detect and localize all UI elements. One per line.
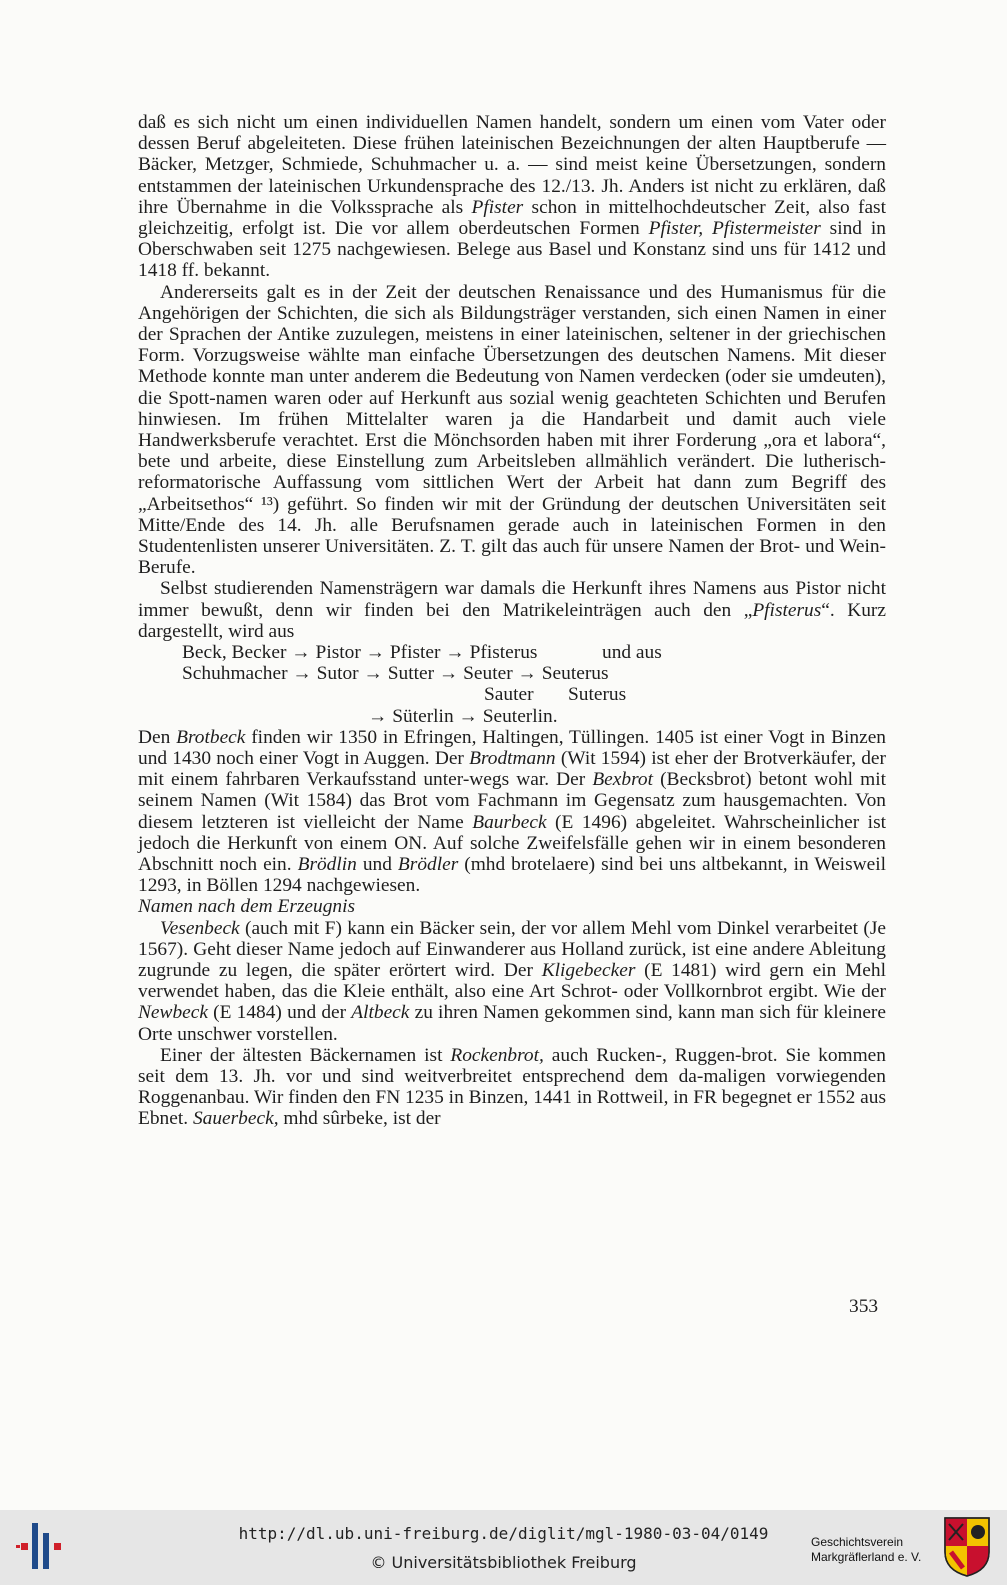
italic-term: Baurbeck — [472, 811, 547, 833]
text-run: zu ihren Namen gekommen sind, kann man sich für kleinere Orte unschwer vorstellen. — [138, 1002, 886, 1045]
italic-term: Bexbrot — [592, 769, 653, 791]
footer-bar — [0, 1510, 1007, 1585]
italic-term: Pfister, Pfistermeister — [648, 218, 821, 240]
society-name-line-1: Geschichtsverein — [811, 1535, 904, 1549]
document-url[interactable]: http://dl.ub.uni-freiburg.de/diglit/mgl-1980-03-04/0149 — [238, 1524, 769, 1543]
paragraph-2 — [138, 282, 886, 579]
text-run: (E 1481) wird gern ein Mehl verwendet haben, das die Kleie enthält, also eine Art Schrot- oder Vollkornbrot ergibt. Wie der — [138, 960, 886, 1003]
copyright-notice: © Universitätsbibliothek Freiburg — [370, 1553, 637, 1572]
paragraph-5 — [138, 918, 886, 1045]
paragraph-4 — [138, 727, 886, 897]
section-heading: Namen nach dem Erzeugnis — [138, 896, 356, 918]
page-number: 353 — [849, 1296, 879, 1317]
name-derivation-diagram — [138, 642, 886, 727]
society-name — [811, 1535, 921, 1565]
text-run: (E 1484) und der — [208, 1002, 352, 1024]
italic-term: Brotbeck — [176, 726, 246, 748]
text-run: mhd sûrbeke, ist der — [278, 1108, 441, 1130]
text-run: Den — [138, 726, 177, 748]
diagram-row — [138, 663, 886, 684]
society-name-line-2: Markgräflerland e. V. — [811, 1550, 922, 1564]
text-run: Einer der ältesten Bäckernamen ist — [160, 1044, 451, 1066]
italic-term: Brödlin — [297, 854, 357, 876]
text-run: (mhd brotelaere) sind bei uns altbekannt, in Weisweil 1293, in Böllen 1294 nachgewiesen. — [138, 854, 886, 897]
italic-term: Pfisterus — [752, 599, 822, 621]
body-text — [138, 112, 886, 1130]
text-run: finden wir 1350 in Efringen, Haltingen, Tüllingen. 1405 ist einer Vogt in Binzen und 1430 noch einer Vogt in Auggen. Der — [138, 726, 886, 770]
italic-term: Pfister — [471, 196, 524, 218]
coat-of-arms-icon[interactable] — [943, 1516, 991, 1578]
text-run: “. Kurz dargestellt, wird aus — [138, 599, 886, 642]
italic-term: Sauerbeck, — [192, 1108, 279, 1130]
diagram-line-schuhmacher: Schuhmacher → Sutor → Sutter → Seuter → Seuterus — [182, 663, 609, 685]
diagram-row — [138, 684, 886, 705]
text-run: sind in Oberschwaben seit 1275 nachgewiesen. Belege aus Basel und Konstanz sind uns für 1412 und 1418 ff. bekannt. — [138, 218, 886, 282]
italic-term: Brödler — [397, 854, 459, 876]
paragraph-1 — [138, 112, 886, 282]
text-run: Andererseits galt es in der Zeit der deutschen Renaissance und des Humanismus für die Angehörigen der Schichten, die sich als Bildungsträger verstanden, sich einen Namen in einer der Sprachen der Antike zuzulegen, meistens in einer lateinischen, seltener in der griechischen Form. Vorzugsweise wählte man einfache Übersetzungen des deutschen Namens. Mit dieser Methode konnte man unter anderem die Bedeutung von Namen verdecken (oder sie umdeuten), die Spott-namen waren oder auf Herkunft aus sozial wenig geachteten Schichten und Berufen hinwiesen. Im frühen Mittelalter waren ja die Handarbeit und damit auch viele Handwerksberufe verachtet. Erst die Mönchsorden haben mit ihrer Forderung „ora et labora“, bete und arbeite, diese Einstellung zum Arbeitsleben allmählich verändert. Die lutherisch-reformatorische Auffassung vom sittlichen Wert der Arbeit hat dann zum Begriff des „Arbeitsethos“ ¹³) geführt. So finden wir mit der Gründung der deutschen Universitäten seit Mitte/Ende des 14. Jh. alle Berufsnamen gerade auch in lateinischen Formen in den Studentenlisten unserer Universitäten. Z. T. gilt das auch für unsere Namen der Brot- und Wein-Berufe. — [138, 281, 886, 579]
text-run: und — [356, 854, 398, 876]
diagram-sueterlin: → Süterlin → Seuterlin. — [368, 705, 558, 727]
text-run: auch Rucken-, Ruggen-brot. Sie kommen seit dem 13. Jh. vor und sind weitverbreitet entsprechend dem da-maligen vorwiegenden Roggenanbau. Wir finden den FN 1235 in Binzen, 1441 in Rottweil, in FR begegnet er 1552 aus Ebnet. — [138, 1044, 886, 1130]
italic-term: Newbeck — [138, 1002, 208, 1024]
text-run: Selbst studierenden Namensträgern war damals die Herkunft ihres Namens aus Pistor nicht immer bewußt, denn wir finden bei den Matrikeleinträgen auch den „ — [138, 578, 886, 621]
diagram-row — [138, 642, 886, 663]
italic-term: Kligebecker — [541, 960, 636, 982]
text-run: daß es sich nicht um einen individuellen Namen handelt, sondern um einen vom Vater oder dessen Beruf abgeleiteten. Diese frühen lateinischen Bezeichnungen der alten Hauptberufe — Bäcker, Metzger, Schmiede, Schuhmacher u. a. — sind meist keine Übersetzungen, sondern entstammen der lateinischen Urkundensprache des 12./13. Jh. Anders ist nicht zu erklären, daß ihre Übernahme in die Volkssprache als — [138, 112, 886, 218]
italic-term: Rockenbrot, — [450, 1044, 544, 1066]
paragraph-3 — [138, 578, 886, 642]
text-run: (Wit 1594) ist eher der Brotverkäufer, der mit einem fahrbaren Verkaufsstand unter-wegs war. Der — [138, 748, 886, 791]
text-run: (auch mit F) kann ein Bäcker sein, der vor allem Mehl vom Dinkel verarbeitet (Je 1567). Geht dieser Name jedoch auf Einwanderer aus Holland zurück, ist eine andere Ableitung zugrunde zu legen, die später erörtert wird. Der — [138, 917, 886, 982]
diagram-und-aus: und aus — [602, 642, 662, 664]
text-run: (E 1496) abgeleitet. Wahrscheinlicher ist jedoch die Herkunft von einem ON. Auf solche Zweifelsfälle gehen wir in einem besonderen Abschnitt noch ein. — [138, 811, 886, 876]
italic-term: Altbeck — [351, 1002, 410, 1024]
diagram-sauter: Sauter — [484, 684, 534, 706]
italic-term: Brodtmann — [469, 748, 556, 770]
paragraph-6 — [138, 1045, 886, 1130]
text-run: (Becksbrot) betont wohl mit seinem Namen (Wit 1584) das Brot vom Fachmann im Gegensatz zum hausgemachten. Von diesem letzteren ist vielleicht der Name — [138, 769, 886, 833]
diagram-line-beck: Beck, Becker → Pistor → Pfister → Pfisterus — [182, 642, 538, 664]
diagram-row — [138, 706, 886, 727]
italic-term: Vesenbeck — [160, 917, 240, 939]
text-run: schon in mittelhochdeutscher Zeit, also fast gleichzeitig, erfolgt ist. Die vor allem oberdeutschen Formen — [138, 196, 886, 240]
diagram-suterus: Suterus — [568, 684, 627, 706]
